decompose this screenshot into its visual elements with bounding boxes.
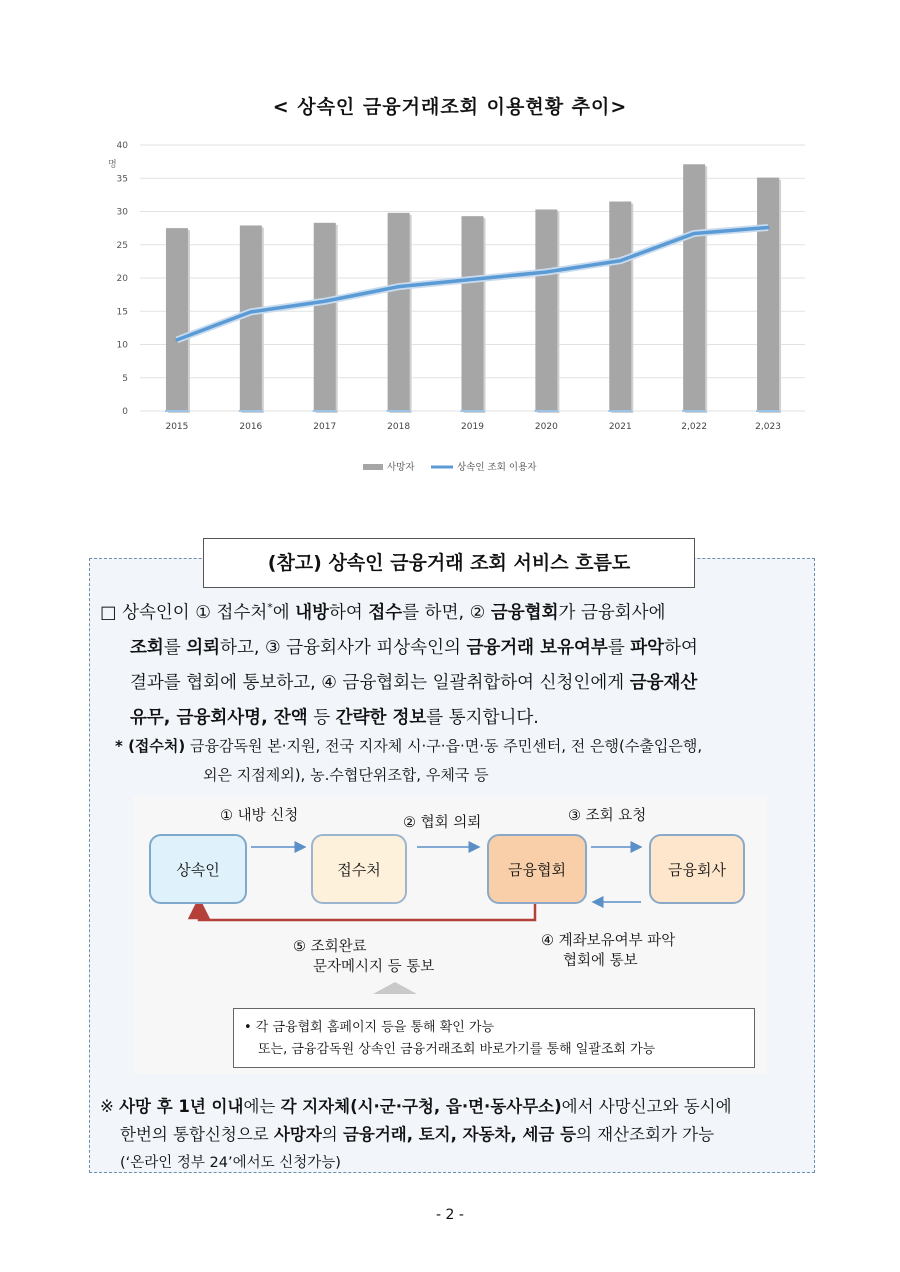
chart-title: < 상속인 금융거래조회 이용현황 추이> <box>272 96 628 118</box>
bar <box>683 164 705 411</box>
x-tick-label: 2016 <box>239 422 263 432</box>
line-point <box>175 338 178 341</box>
x-tick-label: 2019 <box>461 422 484 432</box>
x-tick-label: 2018 <box>387 422 411 432</box>
flow-box-association: 금융협회 <box>487 834 587 904</box>
line-point <box>249 310 252 313</box>
y-tick-label: 35 <box>116 174 128 185</box>
y-tick-label: 0 <box>122 407 128 417</box>
zero-marker <box>682 410 706 412</box>
y-tick-label: 25 <box>116 240 128 251</box>
step-4-label: ④ 계좌보유여부 파악 협회에 통보 <box>541 933 676 969</box>
step-5-label: ⑤ 조회완료 문자메시지 등 통보 <box>293 939 435 975</box>
y-tick-label: 5 <box>122 373 128 384</box>
y-tick-label: 30 <box>116 207 128 218</box>
line-point <box>545 271 548 274</box>
step-3-label: ③ 조회 요청 <box>568 808 647 824</box>
x-tick-label: 2015 <box>165 422 189 432</box>
bar <box>166 228 188 411</box>
y-axis-label: 명 <box>108 160 117 170</box>
para-line-2: 조회를 의뢰하고, ③ 금융회사가 피상속인의 금융거래 보유여부를 파악하여 <box>130 637 698 658</box>
bar <box>757 178 779 411</box>
footnote-line-3: (‘온라인 정부 24’에서도 신청가능) <box>120 1155 341 1171</box>
line-point <box>397 285 400 288</box>
x-tick-label: 2,023 <box>755 422 781 432</box>
x-tick-label: 2021 <box>608 422 632 432</box>
para-line-1: □ 상속인이 ① 접수처*에 내방하여 접수를 하면, ② 금융협회가 금융회사에 <box>100 601 666 623</box>
step-1-label: ① 내방 신청 <box>220 808 299 824</box>
zero-marker <box>313 410 337 412</box>
zero-marker <box>239 410 263 412</box>
zero-marker <box>165 410 189 412</box>
line-point <box>767 226 770 229</box>
note-line-2: 외은 지점제외), 농.수협단위조합, 우체국 등 <box>203 766 489 784</box>
page-number: - 2 - <box>436 1207 464 1223</box>
flow-box-heir: 상속인 <box>149 834 247 904</box>
line-point <box>471 278 474 281</box>
step-2-label: ② 협회 의뢰 <box>403 815 482 831</box>
y-tick-label: 10 <box>116 340 128 351</box>
footnote-line-2: 한번의 통합신청으로 사망자의 금융거래, 토지, 자동차, 세금 등의 재산조회가 가능 <box>120 1125 715 1144</box>
para-line-3: 결과를 협회에 통보하고, ④ 금융협회는 일괄취합하여 신청인에게 금융재산 <box>130 672 698 693</box>
zero-marker <box>756 410 780 412</box>
bar <box>388 213 410 411</box>
legend-label-line: 상속인 조회 이용자 <box>457 462 537 473</box>
legend-swatch-bar <box>363 464 383 470</box>
flow-diagram <box>133 796 767 1074</box>
x-tick-label: 2020 <box>534 422 558 432</box>
flow-box-office: 접수처 <box>311 834 407 904</box>
zero-marker <box>534 410 558 412</box>
bar <box>535 210 557 411</box>
legend-label-bar: 사망자 <box>387 462 415 473</box>
flow-box-company: 금융회사 <box>649 834 745 904</box>
y-tick-label: 15 <box>116 307 128 318</box>
reception-note <box>115 732 815 790</box>
zero-marker <box>608 410 632 412</box>
line-point <box>619 259 622 262</box>
y-tick-label: 40 <box>116 141 128 151</box>
arrow-5-return <box>199 904 535 920</box>
x-tick-label: 2017 <box>313 422 337 432</box>
bar <box>462 216 484 411</box>
bar <box>609 202 631 411</box>
bar <box>314 223 336 411</box>
footnote-line-1: ※ 사망 후 1년 이내에는 각 지자체(시·군·구청, 읍·면·동사무소)에서 사망신고와 동시에 <box>100 1097 732 1116</box>
main-paragraph <box>100 590 806 736</box>
footnote <box>100 1093 806 1177</box>
para-line-4: 유무, 금융회사명, 잔액 등 간략한 정보를 통지합니다. <box>130 707 539 728</box>
zero-marker <box>461 410 485 412</box>
callout-pointer <box>373 982 417 994</box>
y-tick-label: 20 <box>116 274 128 284</box>
line-point <box>323 300 326 303</box>
bar-line-chart <box>95 130 815 490</box>
flow-info-box: • 각 금융협회 홈페이지 등을 통해 확인 가능 또는, 금융감독원 상속인 금융거래조회 바로가기를 통해 일괄조회 가능 <box>233 1008 755 1068</box>
zero-marker <box>387 410 411 412</box>
note-line-1: * (접수처) 금융감독원 본·지원, 전국 지자체 시·구·읍·면·동 주민센터, 전 은행(수출입은행, <box>115 737 703 755</box>
line-point <box>693 232 696 235</box>
x-tick-label: 2,022 <box>681 422 708 432</box>
reference-title: (참고) 상속인 금융거래 조회 서비스 흐름도 <box>203 538 695 588</box>
